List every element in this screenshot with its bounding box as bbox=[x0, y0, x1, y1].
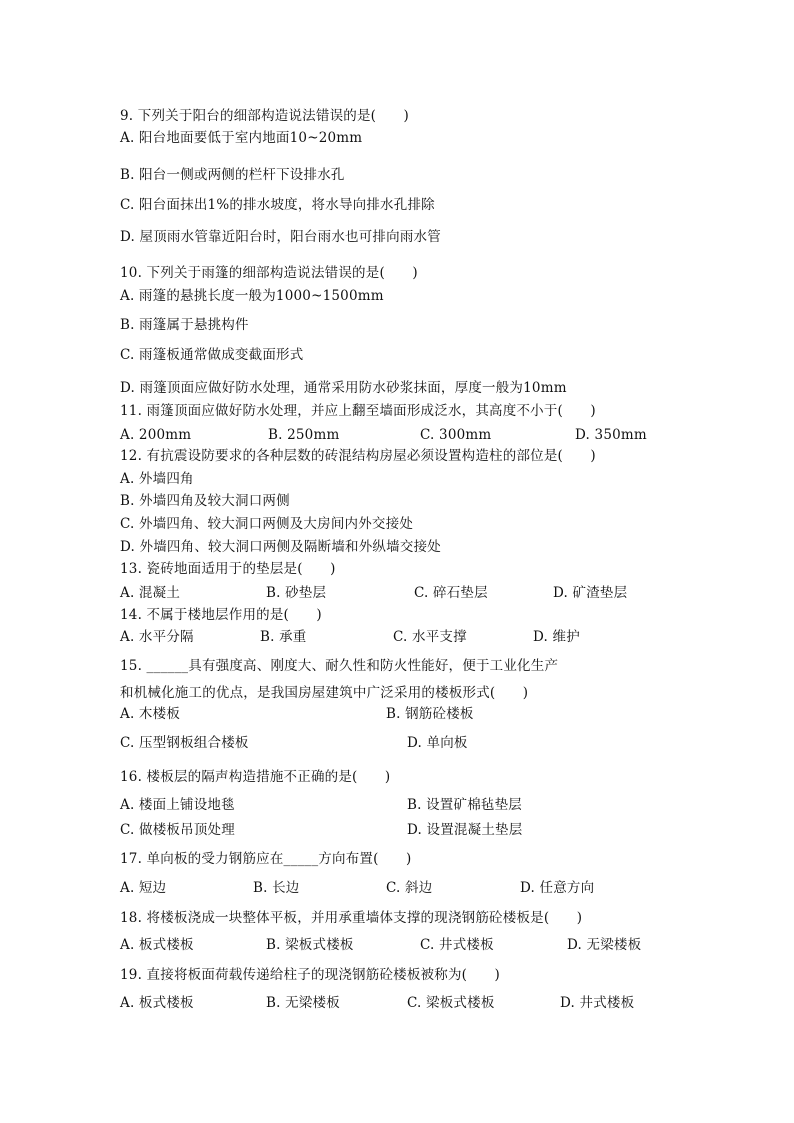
question-11-option-a: A. 200mm bbox=[120, 427, 192, 443]
question-15-stem: 15. ______具有强度高、刚度大、耐久性和防火性能好，便于工业化生产 bbox=[120, 658, 559, 674]
question-15-option-b: B. 钢筋砼楼板 bbox=[386, 706, 474, 722]
question-11-option-b: B. 250mm bbox=[268, 427, 340, 443]
question-10-option-d: D. 雨篷顶面应做好防水处理，通常采用防水砂浆抹面，厚度一般为10mm bbox=[120, 380, 567, 396]
question-18-option-d: D. 无梁楼板 bbox=[567, 937, 642, 953]
question-14-option-b: B. 承重 bbox=[260, 629, 307, 645]
question-17-option-d: D. 任意方向 bbox=[520, 880, 595, 896]
question-16-option-d: D. 设置混凝土垫层 bbox=[407, 822, 523, 838]
question-19-option-c: C. 梁板式楼板 bbox=[407, 995, 495, 1011]
question-14-option-a: A. 水平分隔 bbox=[120, 629, 194, 645]
question-12-option-a: A. 外墙四角 bbox=[120, 471, 194, 487]
question-18-option-a: A. 板式楼板 bbox=[120, 937, 194, 953]
question-17-option-c: C. 斜边 bbox=[386, 880, 433, 896]
question-13-option-d: D. 矿渣垫层 bbox=[553, 585, 628, 601]
question-18-stem: 18. 将楼板浇成一块整体平板，并用承重墙体支撑的现浇钢筋砼楼板是( ) bbox=[120, 910, 583, 926]
question-9-option-a: A. 阳台地面要低于室内地面10~20mm bbox=[120, 130, 363, 146]
question-13-option-c: C. 碎石垫层 bbox=[414, 585, 488, 601]
question-9-option-b: B. 阳台一侧或两侧的栏杆下设排水孔 bbox=[120, 167, 345, 183]
question-14-option-c: C. 水平支撑 bbox=[393, 629, 467, 645]
question-16-option-c: C. 做楼板吊顶处理 bbox=[120, 822, 235, 838]
question-19-option-d: D. 井式楼板 bbox=[560, 995, 635, 1011]
question-12-option-c: C. 外墙四角、较大洞口两侧及大房间内外交接处 bbox=[120, 516, 414, 532]
question-14-option-d: D. 维护 bbox=[533, 629, 580, 645]
question-12-option-d: D. 外墙四角、较大洞口两侧及隔断墙和外纵墙交接处 bbox=[120, 539, 441, 555]
question-16-option-a: A. 楼面上铺设地毯 bbox=[120, 797, 235, 813]
question-19-option-b: B. 无梁楼板 bbox=[266, 995, 340, 1011]
question-15-stem-continued: 和机械化施工的优点，是我国房屋建筑中广泛采用的楼板形式( ) bbox=[120, 685, 529, 701]
question-9-stem: 9. 下列关于阳台的细部构造说法错误的是( ) bbox=[120, 108, 410, 124]
question-11-stem: 11. 雨篷顶面应做好防水处理，并应上翻至墙面形成泛水，其高度不小于( ) bbox=[120, 403, 596, 419]
question-17-option-a: A. 短边 bbox=[120, 880, 167, 896]
question-9-option-c: C. 阳台面抹出1%的排水坡度，将水导向排水孔排除 bbox=[120, 197, 435, 213]
question-13-option-a: A. 混凝土 bbox=[120, 585, 181, 601]
question-15-option-c: C. 压型钢板组合楼板 bbox=[120, 735, 249, 751]
question-10-option-c: C. 雨篷板通常做成变截面形式 bbox=[120, 347, 304, 363]
question-18-option-b: B. 梁板式楼板 bbox=[266, 937, 354, 953]
question-14-stem: 14. 不属于楼地层作用的是( ) bbox=[120, 607, 322, 623]
question-12-stem: 12. 有抗震设防要求的各种层数的砖混结构房屋必须设置构造柱的部位是( ) bbox=[120, 448, 596, 464]
question-18-option-c: C. 井式楼板 bbox=[420, 937, 494, 953]
question-10-option-b: B. 雨篷属于悬挑构件 bbox=[120, 317, 249, 333]
question-15-option-a: A. 木楼板 bbox=[120, 706, 181, 722]
question-13-option-b: B. 砂垫层 bbox=[266, 585, 327, 601]
question-16-option-b: B. 设置矿棉毡垫层 bbox=[407, 797, 523, 813]
question-13-stem: 13. 瓷砖地面适用于的垫层是( ) bbox=[120, 561, 336, 577]
question-12-option-b: B. 外墙四角及较大洞口两侧 bbox=[120, 493, 290, 509]
question-19-option-a: A. 板式楼板 bbox=[120, 995, 194, 1011]
question-10-stem: 10. 下列关于雨篷的细部构造说法错误的是( ) bbox=[120, 265, 418, 281]
question-17-stem: 17. 单向板的受力钢筋应在_____方向布置( ) bbox=[120, 851, 412, 867]
question-15-option-d: D. 单向板 bbox=[407, 735, 468, 751]
question-16-stem: 16. 楼板层的隔声构造措施不正确的是( ) bbox=[120, 769, 391, 785]
question-10-option-a: A. 雨篷的悬挑长度一般为1000~1500mm bbox=[120, 288, 384, 304]
question-11-option-c: C. 300mm bbox=[420, 427, 492, 443]
question-19-stem: 19. 直接将板面荷载传递给柱子的现浇钢筋砼楼板被称为( ) bbox=[120, 967, 500, 983]
question-9-option-d: D. 屋顶雨水管靠近阳台时，阳台雨水也可排向雨水管 bbox=[120, 229, 441, 245]
question-11-option-d: D. 350mm bbox=[575, 427, 647, 443]
question-17-option-b: B. 长边 bbox=[253, 880, 300, 896]
